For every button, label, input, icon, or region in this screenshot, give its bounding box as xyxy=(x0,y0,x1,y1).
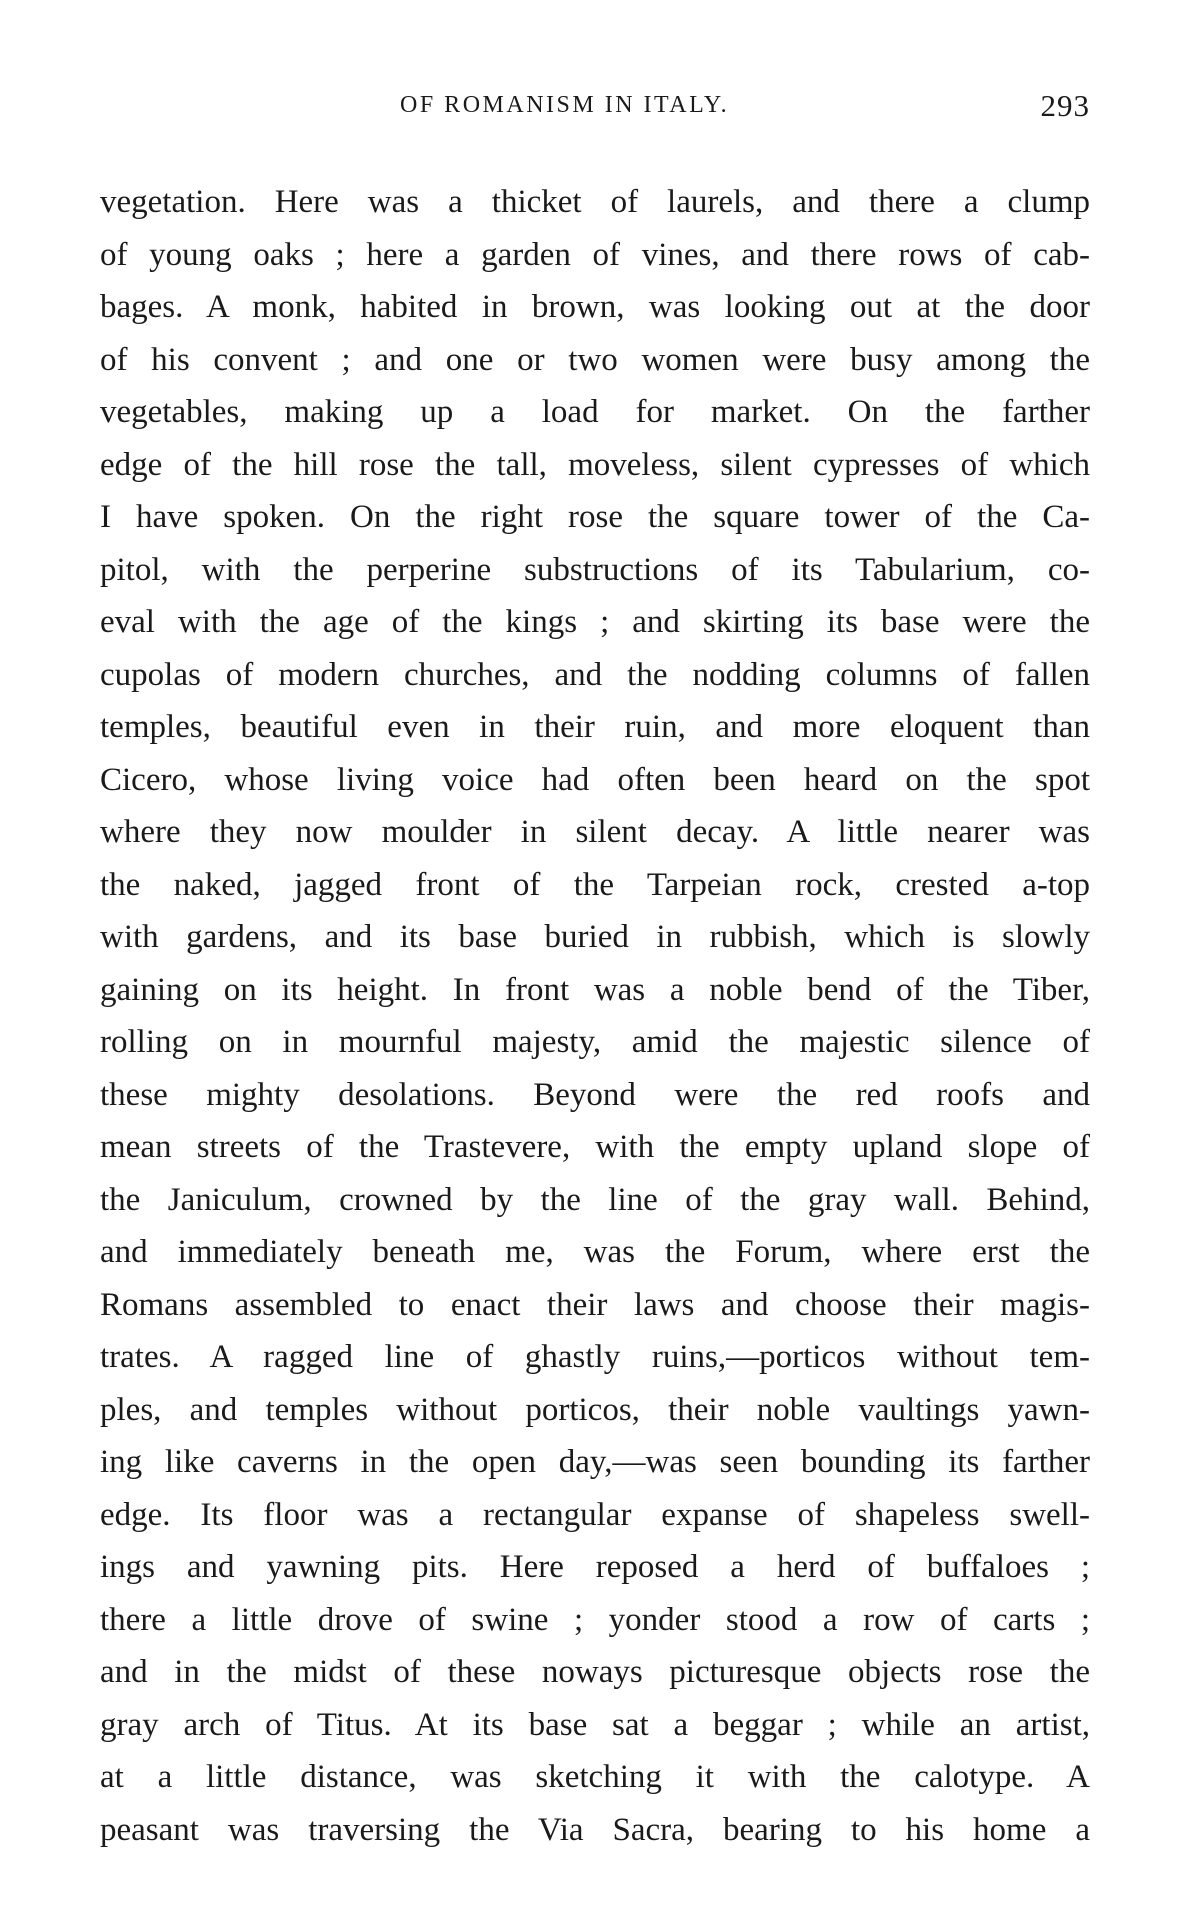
text-line: edge of the hill rose the tall, moveless, silent cypresses of which xyxy=(100,446,1090,483)
text-line: vegetation. Here was a thicket of laurels, and there a clump xyxy=(100,184,1090,220)
text-line: the naked, jagged front of the Tarpeian rock, crested a-top xyxy=(100,866,1090,903)
text-line: at a little distance, was sketching it with the calotype. A xyxy=(100,1759,1090,1795)
body-text xyxy=(100,176,1090,1856)
text-line: edge. Its floor was a rectangular expanse of shapeless swell- xyxy=(100,1496,1090,1533)
text-line: the Janiculum, crowned by the line of the gray wall. Behind, xyxy=(100,1181,1090,1218)
text-line: cupolas of modern churches, and the nodding columns of fallen xyxy=(100,656,1090,693)
text-line: of his convent ; and one or two women were busy among the xyxy=(100,341,1090,378)
text-line: vegetables, making up a load for market. On the farther xyxy=(100,394,1090,430)
text-line: where they now moulder in silent decay. A little nearer was xyxy=(100,814,1090,850)
text-line: mean streets of the Trastevere, with the empty upland slope of xyxy=(100,1129,1090,1165)
text-line: trates. A ragged line of ghastly ruins,—porticos without tem- xyxy=(100,1339,1090,1375)
text-line: I have spoken. On the right rose the square tower of the Ca- xyxy=(100,499,1090,535)
text-line: gaining on its height. In front was a noble bend of the Tiber, xyxy=(100,971,1090,1008)
text-line: with gardens, and its base buried in rubbish, which is slowly xyxy=(100,919,1090,955)
text-line: and immediately beneath me, was the Forum, where erst the xyxy=(100,1234,1090,1270)
text-line: Cicero, whose living voice had often been heard on the spot xyxy=(100,761,1090,798)
page-number: 293 xyxy=(1040,88,1090,123)
running-head: OF ROMANISM IN ITALY. xyxy=(400,92,730,118)
text-line: eval with the age of the kings ; and skirting its base were the xyxy=(100,604,1090,640)
text-line: Romans assembled to enact their laws and choose their magis- xyxy=(100,1286,1090,1323)
text-line: there a little drove of swine ; yonder stood a row of carts ; xyxy=(100,1601,1090,1638)
text-line: ings and yawning pits. Here reposed a herd of buffaloes ; xyxy=(100,1549,1090,1585)
text-line: temples, beautiful even in their ruin, and more eloquent than xyxy=(100,709,1090,745)
text-line: bages. A monk, habited in brown, was looking out at the door xyxy=(100,289,1090,325)
text-line: pitol, with the perperine substructions of its Tabularium, co- xyxy=(100,551,1090,588)
text-line: ples, and temples without porticos, their noble vaultings yawn- xyxy=(100,1391,1090,1428)
text-line: ing like caverns in the open day,—was seen bounding its farther xyxy=(100,1444,1090,1480)
text-line: gray arch of Titus. At its base sat a beggar ; while an artist, xyxy=(100,1706,1090,1743)
text-line: rolling on in mournful majesty, amid the majestic silence of xyxy=(100,1024,1090,1060)
text-line: these mighty desolations. Beyond were the red roofs and xyxy=(100,1076,1090,1113)
text-line: and in the midst of these noways picturesque objects rose the xyxy=(100,1654,1090,1690)
page-header xyxy=(100,88,1090,132)
text-line: of young oaks ; here a garden of vines, and there rows of cab- xyxy=(100,236,1090,273)
text-line: peasant was traversing the Via Sacra, bearing to his home a xyxy=(100,1811,1090,1848)
